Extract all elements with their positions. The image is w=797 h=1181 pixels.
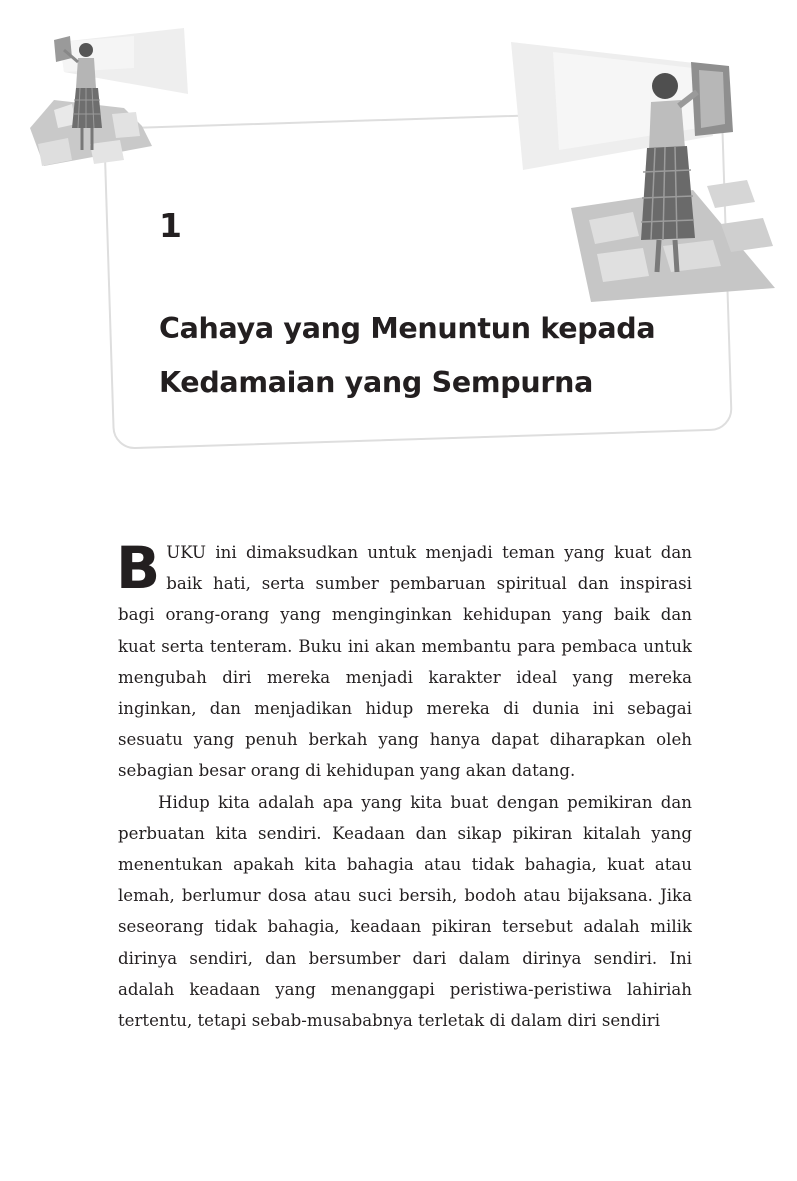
chapter-body xyxy=(116,534,692,1036)
drop-cap: B xyxy=(116,534,161,602)
paragraph-2: Hidup kita adalah apa yang kita buat dengan pemikiran dan perbuatan kita sendiri. Keadaan dan sikap pikiran kitalah yang menentukan apakah kita bahagia atau tidak bahagia, kuat atau lemah, berlumur dosa atau suci bersih, bodoh atau bijaksana. Jika seseorang tidak bahagia, keadaan pikiran tersebut adalah milik dirinya sendiri, dan bersumber dari dalam dirinya sendiri. Ini adalah keadaan yang menanggapi peristiwa-peristiwa lahiriah tertentu, tetapi sebab-musababnya terletak di dalam diri sendiri xyxy=(118,792,692,1031)
chapter-title xyxy=(159,302,719,410)
chapter-title-line-1: Cahaya yang Menuntun kepada xyxy=(159,312,656,345)
paragraph-1 xyxy=(116,534,692,787)
chapter-title-line-2: Kedamaian yang Sempurna xyxy=(159,366,594,399)
chapter-number: 1 xyxy=(159,206,182,245)
woman-with-lamp-illustration-large xyxy=(493,40,778,305)
paragraph-1-text: UKU ini dimaksudkan untuk menjadi teman yang kuat dan baik hati, serta sumber pembaruan spiritual dan inspirasi bagi orang-orang yang menginginkan kehidupan yang baik dan kuat serta tenteram. Buku ini akan membantu para pembaca untuk mengubah diri mereka menjadi karakter ideal yang mereka inginkan, dan menjadikan hidup mereka di dunia ini sebagai sesuatu yang penuh berkah yang hanya dapat diharapkan oleh sebagian besar orang di kehidupan yang akan datang. xyxy=(118,543,692,781)
woman-with-lamp-illustration-small xyxy=(24,28,189,173)
